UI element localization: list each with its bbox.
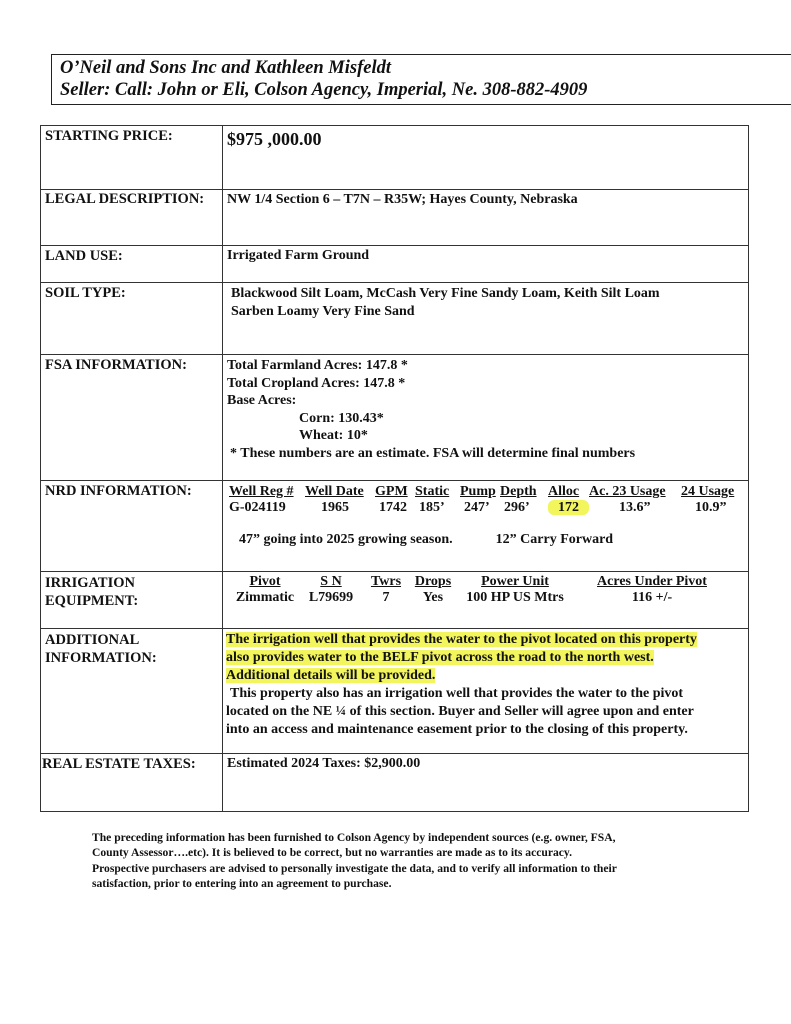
irrigation-value-row	[229, 590, 729, 606]
real-estate-taxes-value: Estimated 2024 Taxes: $2,900.00	[227, 756, 421, 771]
irrigation-header-cell: Acres Under Pivot	[597, 574, 707, 589]
nrd-value-cell: 10.9”	[695, 500, 727, 515]
soil-type-line-1: Blackwood Silt Loam, McCash Very Fine Sandy Loam, Keith Silt Loam	[231, 286, 660, 301]
additional-highlight-line-2: also provides water to the BELF pivot across the road to the north west.	[226, 650, 654, 665]
row-legal-description	[41, 190, 749, 246]
nrd-header-cell: Well Reg #	[229, 484, 294, 499]
row-additional-information	[41, 629, 749, 754]
land-use-label: LAND USE:	[41, 246, 223, 283]
irrigation-header-cell: S N	[320, 574, 342, 589]
nrd-header-row	[229, 484, 749, 500]
disclaimer-line-1: The preceding information has been furnished to Colson Agency by independent sources (e.g. owner, FSA,	[92, 831, 616, 844]
row-fsa-information	[41, 355, 749, 481]
additional-paragraph-line-1: This property also has an irrigation well that provides the water to the pivot	[230, 686, 684, 701]
starting-price-value: $975 ,000.00	[227, 129, 322, 149]
irrigation-value-cell: 7	[382, 590, 390, 605]
nrd-value-cell: 185’	[419, 500, 445, 515]
nrd-value-cell: 1742	[379, 500, 407, 515]
row-nrd-information	[41, 481, 749, 572]
irrigation-header-cell: Twrs	[370, 574, 402, 589]
fsa-farmland-acres: Total Farmland Acres: 147.8 *	[227, 358, 408, 373]
nrd-header-cell: Ac. 23 Usage	[589, 484, 666, 499]
additional-highlight-line-3: Additional details will be provided.	[226, 668, 436, 683]
row-soil-type	[41, 283, 749, 355]
additional-paragraph-line-2: located on the NE ¼ of this section. Buyer and Seller will agree upon and enter	[226, 704, 694, 719]
irrigation-header-cell: Drops	[414, 574, 452, 589]
soil-type-line-2: Sarben Loamy Very Fine Sand	[231, 304, 415, 319]
listing-table	[40, 125, 749, 812]
additional-highlight-line-1: The irrigation well that provides the water to the pivot located on this property	[226, 632, 697, 647]
irrigation-value-cell: Yes	[422, 590, 444, 605]
nrd-value-cell: 296’	[504, 500, 530, 515]
row-starting-price	[41, 126, 749, 190]
real-estate-taxes-label: REAL ESTATE TAXES:	[41, 754, 223, 812]
disclaimer	[92, 830, 732, 891]
nrd-header-cell: GPM	[375, 484, 408, 499]
fsa-corn: Corn: 130.43*	[299, 410, 384, 426]
header-box	[51, 54, 791, 105]
fsa-note: * These numbers are an estimate. FSA will determine final numbers	[230, 445, 636, 461]
nrd-header-cell: 24 Usage	[681, 484, 735, 499]
nrd-carry-forward: 12” Carry Forward	[495, 532, 614, 547]
nrd-value-cell: 1965	[321, 500, 349, 515]
irrigation-value-cell: Zimmatic	[235, 590, 295, 605]
irrigation-header-row	[229, 574, 729, 590]
nrd-header-cell: Depth	[500, 484, 537, 499]
irrigation-table	[229, 574, 729, 606]
nrd-header-cell: Pump	[460, 484, 496, 499]
irrigation-value-cell: 116 +/-	[631, 590, 673, 605]
land-use-value: Irrigated Farm Ground	[227, 248, 370, 263]
additional-label-2: INFORMATION:	[45, 650, 157, 666]
nrd-value-row	[229, 500, 749, 516]
header-seller-contact: Seller: Call: John or Eli, Colson Agency, Imperial, Ne. 308-882-4909	[60, 80, 588, 100]
nrd-header-cell: Static	[415, 484, 450, 499]
row-real-estate-taxes	[41, 754, 749, 812]
legal-description-label: LEGAL DESCRIPTION:	[41, 190, 223, 246]
header-title: O’Neil and Sons Inc and Kathleen Misfeldt	[60, 58, 391, 78]
irrigation-header-cell: Power Unit	[481, 574, 549, 589]
nrd-header-cell: Alloc	[548, 484, 580, 499]
irrigation-value-cell: L79699	[308, 590, 354, 605]
additional-paragraph-line-3: into an access and maintenance easement prior to the closing of this property.	[226, 722, 688, 737]
irrigation-label-1: IRRIGATION	[45, 575, 135, 591]
nrd-going-into-season: 47” going into 2025 growing season.	[239, 532, 453, 547]
disclaimer-line-3: Prospective purchasers are advised to personally investigate the data, and to verify all information to their	[92, 861, 617, 875]
soil-type-label: SOIL TYPE:	[41, 283, 223, 355]
irrigation-header-cell: Pivot	[249, 574, 281, 589]
fsa-base-acres: Base Acres:	[227, 393, 297, 408]
irrigation-label-2: EQUIPMENT:	[45, 593, 139, 609]
fsa-wheat: Wheat: 10*	[299, 428, 368, 443]
starting-price-label: STARTING PRICE:	[41, 126, 223, 190]
additional-label-1: ADDITIONAL	[45, 632, 140, 648]
legal-description-value: NW 1/4 Section 6 – T7N – R35W; Hayes County, Nebraska	[227, 192, 578, 207]
nrd-alloc-highlighted: 172	[548, 500, 589, 515]
nrd-information-label: NRD INFORMATION:	[41, 481, 223, 572]
nrd-value-cell: G-024119	[229, 500, 286, 515]
fsa-information-label: FSA INFORMATION:	[41, 355, 223, 481]
disclaimer-line-4: satisfaction, prior to entering into an agreement to purchase.	[92, 876, 392, 890]
nrd-value-cell: 247’	[464, 500, 490, 515]
fsa-cropland-acres: Total Cropland Acres: 147.8 *	[227, 375, 406, 391]
nrd-value-cell: 13.6”	[619, 500, 651, 515]
disclaimer-line-2: County Assessor….etc). It is believed to be correct, but no warranties are made as to its accuracy.	[92, 846, 572, 860]
nrd-table	[229, 484, 749, 516]
irrigation-value-cell: 100 HP US Mtrs	[466, 590, 564, 605]
row-land-use	[41, 246, 749, 283]
row-irrigation-equipment	[41, 572, 749, 629]
nrd-header-cell: Well Date	[305, 484, 364, 499]
